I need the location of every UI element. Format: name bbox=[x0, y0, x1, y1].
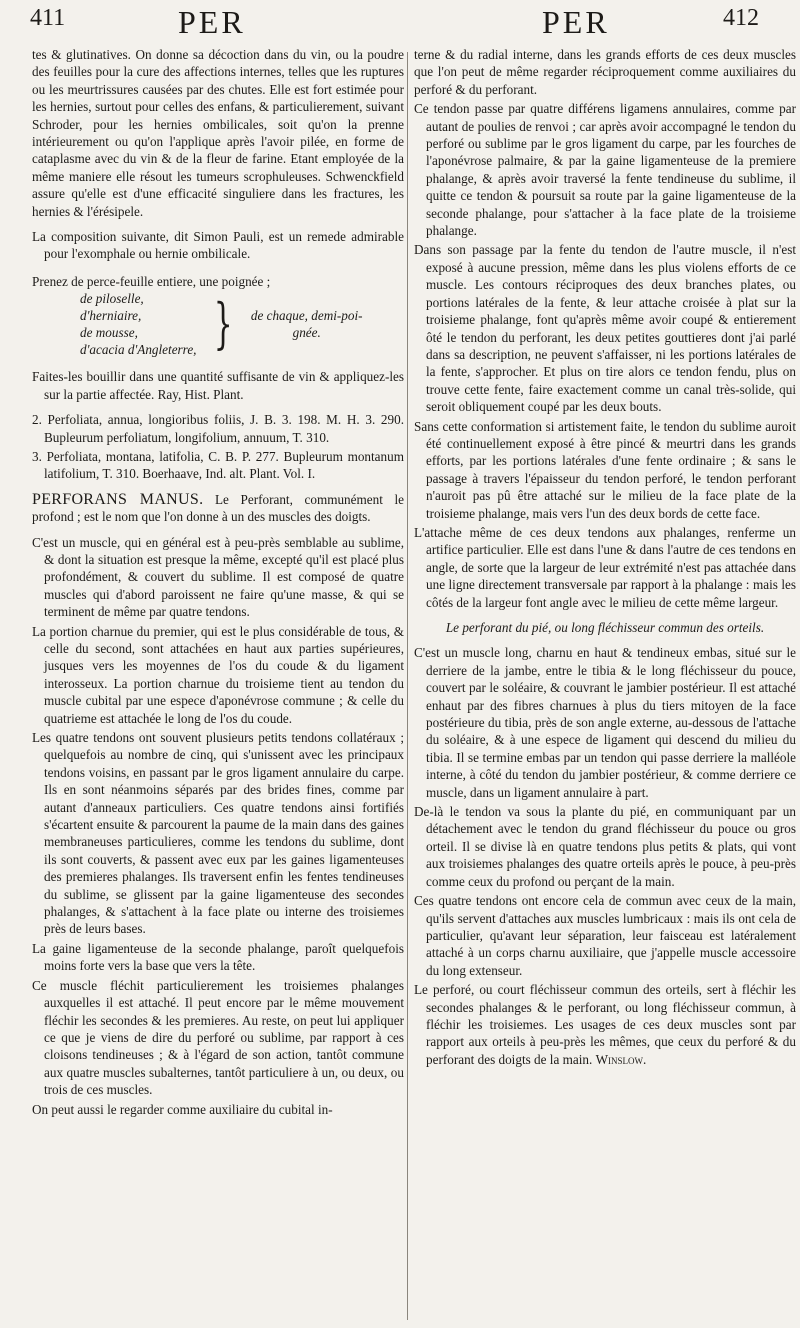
paragraph: 2. Perfoliata, annua, longioribus foliis, J. B. 3. 198. M. H. 3. 290. Bupleurum perfoliatum, longifolium, annuum, T. 310. bbox=[32, 412, 404, 445]
paragraph: terne & du radial interne, dans les grands efforts de ces deux muscles que l'on peut de même regarder réciproquement comme auxiliaires du perforé & du perforant. bbox=[414, 47, 796, 97]
paragraph: L'attache même de ces deux tendons aux phalanges, renferme un artifice particulier. Elle est dans l'une & dans l'autre de ces tendons en angle, de sorte que la largeur de leur extrémité n'est pas attachée dans une ligne directement transversale par rapport à la phalange : mais les côtés de la largeur font angle avec le milieu de cette même largeur. bbox=[414, 524, 796, 610]
paragraph: La composition suivante, dit Simon Pauli, est un remede admirable pour l'exomphale ou hernie ombilicale. bbox=[32, 229, 404, 262]
paragraph: Les quatre tendons ont souvent plusieurs petits tendons collatéraux ; quelquefois au nombre de cinq, qui s'unissent avec les principaux tendons voisins, en passant par le gros ligament annulaire du carpe. Ils en sont néanmoins séparés par des brides fines, comme par autant d'anneaux particuliers. Ces quatre tendons ainsi fortifiés s'écartent ensuite & parcourent la paume de la main dans des gaines membraneuses particulieres, comme les tendons du sublime, dont ils sont couverts, & passent avec eux par les gaines ligamenteuses des premieres phalanges. Ils traversent enfin les fentes tendineuses du sublime, se glissent par la gaine ligamenteuse des secondes phalanges, & s'attachent à la face plate ou interne des troisiemes près de leurs bases. bbox=[32, 730, 404, 937]
paragraph: 3. Perfoliata, montana, latifolia, C. B. P. 277. Bupleurum montanum latifolium, T. 310. Boerhaave, Ind. alt. Plant. Vol. I. bbox=[32, 448, 404, 482]
brace-glyph: } bbox=[214, 292, 234, 356]
paragraph-text: Le perforé, ou court fléchisseur commun des orteils, sert à fléchir les secondes phalanges & le perforant, ou long fléchisseur commun, à fléchir les troisiemes. Les usages de ces deux muscles sont par rapport aux orteils à peu-près les mêmes, que ceux du perforé & du perforant des doigts de la main. bbox=[414, 982, 796, 1067]
column-divider bbox=[407, 52, 408, 1320]
paragraph: Ces quatre tendons ont encore cela de commun avec ceux de la main, qu'ils servent d'attaches aux muscles lumbricaux : mais ils ont cela de particulier, qu'avant leur séparation, leur faisceau est latéralement attaché à un corps charnu auxiliaire, que j'appelle muscle accessoire du long extenseur. bbox=[414, 893, 796, 978]
paragraph: La gaine ligamenteuse de la seconde phalange, paroît quelquefois moins forte vers la base que vers la tête. bbox=[32, 940, 404, 974]
paragraph: On peut aussi le regarder comme auxiliaire du cubital in- bbox=[32, 1101, 333, 1117]
paragraph: Sans cette conformation si artistement faite, le tendon du sublime auroit été continuellement exposé à être pincé & meurtri dans les grands efforts, par les portions latérales d'une fente ordinaire ; & sans le passage à travers l'épaisseur du tendon perforé, le tendon perforant n'auroit pas pû être attaché sur le milieu de la face plate de la troisieme phalange, mais vers l'un des deux bords de cette face. bbox=[414, 418, 796, 521]
paragraph: Ce tendon passe par quatre différens ligamens annulaires, comme par autant de poulies de renvoi ; car après avoir accompagné le tendon du perforé ou sublime par le gros ligament du carpe, par les fourches de l'aponévrose palmaire, & par la gaine ligamenteuse de la premiere phalange, & après avoir traversé la fente tendineuse du sublime, il quitte ce tendon & poursuit sa route par la gaine ligamenteuse de la seconde phalange, pour s'attacher à la face plate de la troisieme phalange. bbox=[414, 101, 796, 239]
paragraph bbox=[414, 981, 796, 1068]
page-number-right: 412 bbox=[723, 5, 759, 31]
author-signature: Winslow. bbox=[595, 1051, 647, 1067]
entry-paragraph bbox=[32, 491, 404, 526]
paragraph: Dans son passage par la fente du tendon de l'autre muscle, il n'est exposé à aucune pression, même dans les plus violens efforts de ce muscle. Les contours réciproques des deux branches plates, ou portions latérales de la fente, & leur attache croisée à plat sur la troisieme phalange, font qu'après même avoir coupé & entierement ôté le tendon du perforant, les deux petites gouttieres dont j'ai parlé dans sa description, ne peuvent s'affaisser, ni les portions latérales de la fente, s'approcher. Et plus on tire alors ce tendon fendu, plus on trouve cette fente, faire exactement comme un canal très-solide, qui seroit obliquement coupé par les deux bouts. bbox=[414, 242, 796, 415]
left-column bbox=[32, 46, 404, 1324]
paragraph: tes & glutinatives. On donne sa décoction dans du vin, ou la poudre des feuilles pour la cure des affections internes, telles que les ruptures ou les meurtrissures causées par des chutes. Elle est fort estimée pour les hernies, surtout pour celles des enfans, & particulierement, suivant Schroder, pour les hernies ombilicales, soit qu'on la prenne intérieurement ou qu'on l'applique après l'avoir pilée, en forme de cataplasme avec du vin & de la fleur de farine. Etant employée de la même maniere elle résout les tumeurs scrophuleuses. Schwenckfield assure qu'elle est d'une efficacité singuliere dans les fractures, les hernies & l'érésipele. bbox=[32, 47, 404, 219]
paragraph: Ce muscle fléchit particulierement les troisiemes phalanges auxquelles il est attaché. Il peut encore par le même mouvement fléchir les secondes & les premieres. Au reste, on peut lui appliquer ce que je viens de dire du perforé ou sublime, par rapport à ces cloisons tendineuses ; & à l'égard de son action, tantôt commune aux quatre muscles subalternes, tantôt particuliere à un, ou deux, ou trois de ces muscles. bbox=[32, 977, 404, 1098]
quantity-line: gnée. bbox=[292, 325, 321, 341]
ingredient-list bbox=[80, 290, 196, 358]
page-number-left: 411 bbox=[30, 5, 66, 31]
paragraph: C'est un muscle, qui en général est à peu-près semblable au sublime, & dont la situation est presque la même, excepté qu'il est placé plus profondément, & couvert du sublime. Il est composé de quatre muscles qui d'abord paroissent ne faire qu'une masse, & qui se terminent de même par quatre tendons. bbox=[32, 534, 404, 620]
paragraph: Faites-les bouillir dans une quantité suffisante de vin & appliquez-les sur la partie affectée. Ray, Hist. Plant. bbox=[32, 369, 404, 402]
paragraph: La portion charnue du premier, qui est le plus considérable de tous, & celle du second, sont attachées en haut aux parties supérieures, jusques vers les moyennes de l'os du coude & du ligament interosseux. La portion charnue du troisieme tient au tendon du muscle cubital par une espece d'aponévrose commune ; & celle du quatrieme est attachée le long de l'os du coude. bbox=[32, 623, 404, 726]
entry-headword: PERFORANS MANUS. bbox=[32, 490, 204, 508]
ingredient: d'acacia d'Angleterre, bbox=[80, 342, 197, 358]
headword-left: PER bbox=[178, 4, 246, 40]
paragraph: De-là le tendon va sous la plante du pié, en communiquant par un détachement avec le tendon du grand fléchisseur du pouce ou gros orteil. Il se divise là en quatre tendons plus petits & plats, qui vont aux troisiemes phalanges des quatre orteils après le pouce, à peu-près comme ceux du profond ou perçant de la main. bbox=[414, 804, 796, 889]
recipe-ingredients bbox=[80, 290, 404, 358]
ingredient: de mousse, bbox=[80, 325, 138, 341]
ingredient: d'herniaire, bbox=[80, 308, 142, 324]
section-subheading: Le perforant du pié, ou long fléchisseur commun des orteils. bbox=[445, 620, 765, 635]
ingredient: de piloselle, bbox=[80, 291, 144, 307]
right-column bbox=[414, 46, 796, 1324]
recipe-lead: Prenez de perce-feuille entiere, une poignée ; bbox=[32, 273, 271, 289]
running-header bbox=[0, 2, 800, 46]
recipe-quantity bbox=[251, 307, 363, 341]
recipe-block bbox=[32, 273, 404, 358]
headword-right: PER bbox=[542, 4, 610, 40]
quantity-line: de chaque, demi-poi- bbox=[250, 308, 363, 324]
entry-definition: Le Perforant, communément le profond ; est le nom que l'on donne à un des muscles des doigts. bbox=[32, 491, 404, 525]
paragraph: C'est un muscle long, charnu en haut & tendineux embas, situé sur le derriere de la jambe, entre le tibia & le long fléchisseur du pouce, couvert par le soléaire, & couvrant le jambier postérieur. Il est attaché enhaut par des fibres charnues à plus du tiers mitoyen de la face postérieure du tibia, près de son angle externe, au-dessous de l'attache du soléaire, & à une espece de ligament qui descend du milieu du tibia. Il se termine embas par un tendon qui passe derriere la malléole interne, à côté du tendon du jambier postérieur, & comme derriere ce muscle, dans un ligament annulaire à part. bbox=[414, 645, 796, 800]
